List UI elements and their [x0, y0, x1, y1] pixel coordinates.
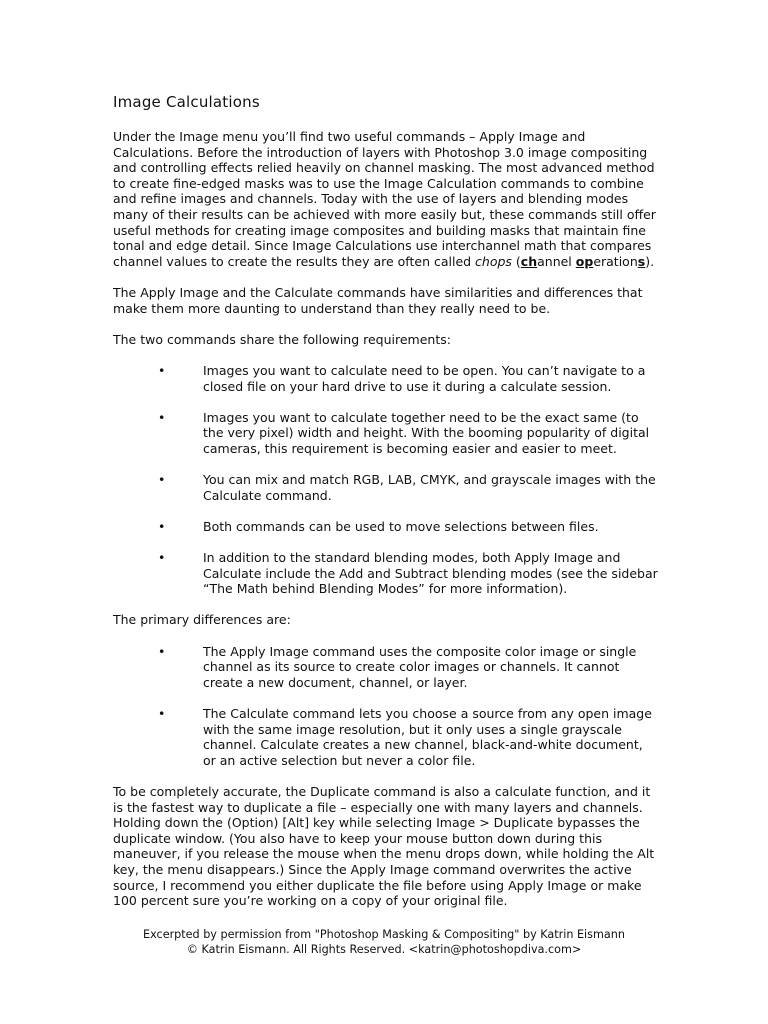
document-body: [113, 92, 658, 924]
list-item: [113, 410, 658, 457]
bullet-icon: •: [158, 472, 166, 488]
differences-list: [113, 644, 658, 769]
eration-text: eration: [593, 253, 638, 269]
bullet-icon: •: [158, 643, 166, 659]
list-item-text: The Calculate command lets you choose a source from any open image with the same image resolution, but it only uses a single grayscale channel. Calculate creates a new channel, black-and-white document, or an active selection but never a color file.: [203, 705, 652, 768]
footer-credit: Excerpted by permission from "Photoshop Masking & Compositing" by Katrin Eismann: [143, 928, 625, 941]
list-item-text: Both commands can be used to move selections between files.: [203, 518, 599, 534]
list-item-text: The Apply Image command uses the composite color image or single channel as its source to create color images or channels. It cannot create a new document, channel, or layer.: [203, 643, 637, 690]
list-item: [113, 363, 658, 394]
bullet-icon: •: [158, 409, 166, 425]
chops-term: chops: [475, 253, 512, 269]
annel-text: annel: [537, 253, 576, 269]
footer: [0, 928, 768, 957]
ch-emphasis: ch: [520, 253, 538, 269]
intro-text: Under the Image menu you’ll find two useful commands – Apply Image and Calculations. Before the introduction of layers with Photoshop 3.0 image compositing and controlling effects relied heavily on channel masking. The most advanced method to create fine-edged masks was to use the Image Calculation commands to combine and refine images and channels. Today with the use of layers and blending modes many of their results can be achieved with more easily but, these commands still offer useful methods for creating image composites and building masks that maintain fine tonal and edge detail. Since Image Calculations use interchannel math that compares channel values to create the results they are often called: [113, 129, 656, 269]
similarities-paragraph: The Apply Image and the Calculate commands have similarities and differences that make them more daunting to understand than they really need to be.: [113, 284, 643, 316]
list-item-text: In addition to the standard blending modes, both Apply Image and Calculate include the Add and Subtract blending modes (see the sidebar “The Math behind Blending Modes” for more information).: [203, 550, 658, 597]
s-emphasis: s: [637, 253, 646, 269]
list-item: [113, 550, 658, 597]
differences-intro: The primary differences are:: [113, 612, 291, 628]
bullet-icon: •: [158, 362, 166, 378]
bullet-icon: •: [158, 550, 166, 566]
op-emphasis: op: [575, 253, 594, 269]
duplicate-paragraph: To be completely accurate, the Duplicate command is also a calculate function, and it is the fastest way to duplicate a file – especially one with many layers and channels. Holding down the (Option) [Alt] key while selecting Image > Duplicate bypasses the duplicate window. (You also have to keep your mouse button down during this maneuver, if you release the mouse when the menu drops down, while holding the Alt key, the menu disappears.) Since the Apply Image command overwrites the active source, I recommend you either duplicate the file before using Apply Image or make 100 percent sure you’re working on a copy of your original file.: [113, 783, 655, 909]
intro-paren-close: ).: [645, 253, 655, 269]
list-item-text: Images you want to calculate need to be open. You can’t navigate to a closed file on your hard drive to use it during a calculate session.: [203, 362, 646, 394]
list-item: [113, 519, 658, 535]
bullet-icon: •: [158, 518, 166, 534]
requirements-list: [113, 363, 658, 597]
footer-copyright: © Katrin Eismann. All Rights Reserved. <katrin@photoshopdiva.com>: [186, 942, 582, 956]
list-item: [113, 644, 658, 691]
page-title: Image Calculations: [113, 93, 260, 111]
intro-paragraph: [113, 129, 658, 269]
list-item-text: Images you want to calculate together need to be the exact same (to the very pixel) width and height. With the booming popularity of digital cameras, this requirement is becoming easier and easier to meet.: [203, 409, 650, 456]
list-item: [113, 472, 658, 503]
list-item-text: You can mix and match RGB, LAB, CMYK, and grayscale images with the Calculate command.: [203, 472, 656, 503]
list-item: [113, 706, 658, 768]
bullet-icon: •: [158, 705, 166, 721]
intro-paren-open: (: [511, 253, 521, 269]
requirements-intro: The two commands share the following requirements:: [113, 331, 451, 347]
